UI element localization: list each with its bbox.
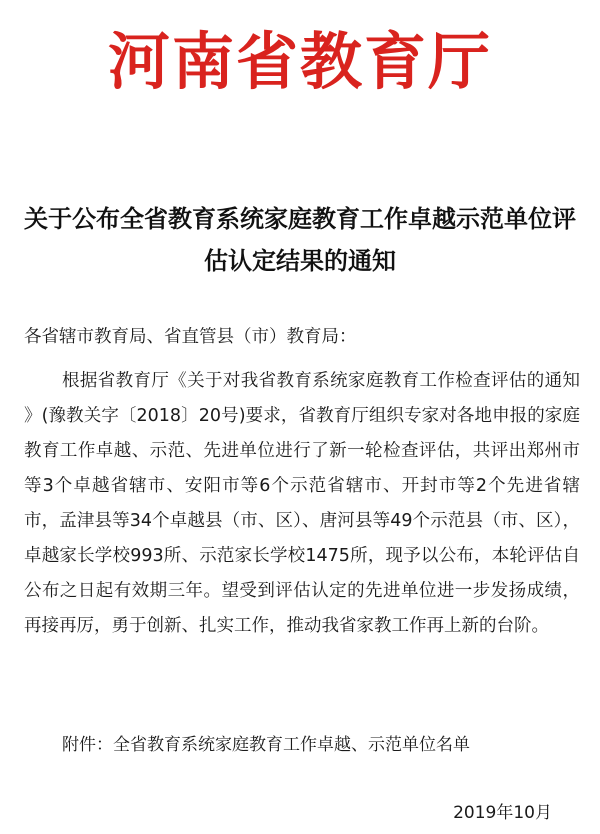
issuer-header: 河南省教育厅	[107, 25, 492, 98]
addressee: 各省辖市教育局、省直管县（市）教育局：	[24, 327, 357, 347]
document-title: 关于公布全省教育系统家庭教育工作卓越示范单位评估认定结果的通知	[24, 205, 576, 275]
issue-date: 2019年10月	[453, 803, 552, 823]
attachment-line: 附件：全省教育系统家庭教育工作卓越、示范单位名单	[62, 735, 470, 755]
body-paragraph: 根据省教育厅《关于对我省教育系统家庭教育工作检查评估的通知 》(豫教关字〔2018〕20号)要求，省教育厅组织专家对各地申报的家庭教育工作卓越、示范、先进单位进行了新一轮检查评估，共评出郑州市等3个卓越省辖市、安阳市等6个示范省辖市、开封市等2个先进省辖市，孟津县等34个卓越县（市、区）、唐河县等49个示范县（市、区），卓越家长学校993所、示范家长学校1475所，现予以公布，本轮评估自公布之日起有效期三年。望受到评估认定的先进单位进一步发扬成绩，再接再厉，勇于创新、扎实工作，推动我省家教工作再上新的台阶。	[24, 371, 580, 636]
